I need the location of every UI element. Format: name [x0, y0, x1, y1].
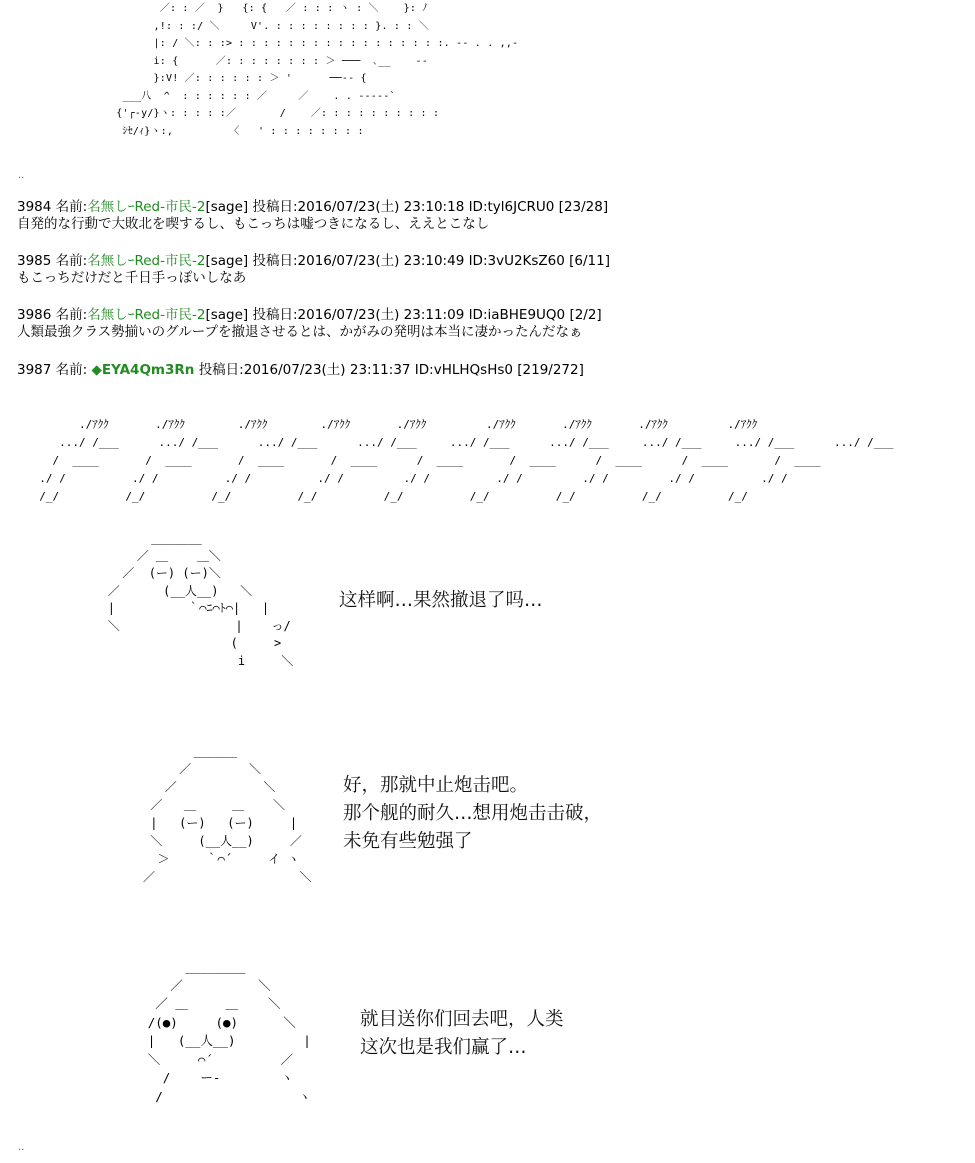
post-3985	[17, 253, 610, 287]
mail-field: [sage]	[205, 199, 249, 215]
post-3987	[17, 362, 584, 379]
post-body: もこっちだけだと千日手っぽいしなあ	[17, 270, 247, 286]
post-header	[17, 253, 610, 270]
separator-dots: ..	[18, 1142, 25, 1153]
poster-name[interactable]: 名無しｰRed-市民-2	[87, 253, 206, 269]
name-label: 名前:	[55, 307, 88, 323]
post-number: 3984	[17, 199, 52, 215]
mail-field: [sage]	[205, 307, 249, 323]
post-3984	[17, 199, 608, 233]
post-body: 人類最強クラス勢揃いのグループを撤退させるとは、かがみの発明は本当に凄かったんだなぁ	[17, 324, 583, 340]
post-date: 投稿日:2016/07/23(土) 23:10:18 ID:tyl6JCRU0 [23/28]	[252, 199, 609, 215]
speech-text-3: 就目送你们回去吧，人类 这次也是我们赢了…	[360, 1009, 564, 1058]
speech-text-1: 这样啊…果然撤退了吗…	[339, 590, 543, 611]
post-date: 投稿日:2016/07/23(土) 23:11:37 ID:vHLHQsHs0 [219/272]	[198, 362, 584, 378]
top-ascii-art: ／: : ／ } {: { ／ : : : ヽ : ＼ }: ﾉ ,!: : :/ ＼ V'. : : : : : : : : }. : : ＼ |: / ＼: : :> : : : : : : : : : : : : : : : : :. -‐ . . ,,- i: { ／: : : : : : : : ＞ ─── ､__ ‐- }:V! ／: : : : : : ＞ ' ──‐- { ___八 ^ : : : : : : ／ ／ . . -----` {'┌‐y/}ヽ: : : : :／ / ／: : : : : : : : : : ｼｾ/ｨ}ヽ:, 〈 ' : : : : : : : :	[116, 3, 519, 137]
poster-trip-name[interactable]: ◆EYA4Qm3Rn	[91, 362, 195, 378]
character-ascii-art-2: ______ ／ ＼ ／ ＼ ／ ＿ ＿ ＼ | (ー) (ー) | ＼ (__人__) ／ ＞ ｀⌒´ イ ヽ ／ ＼	[143, 744, 312, 884]
character-ascii-art-3: ________ ／ ＼ ／ ＿ ＿ ＼ /(●) (●) ＼ | (__人__) | ＼ ⌒´ ／ / ー- ヽ / ヽ	[147, 959, 311, 1104]
separator-dots: ..	[18, 170, 25, 181]
mail-field: [sage]	[205, 253, 249, 269]
post-header	[17, 307, 602, 324]
post-body: 自発的な行動で大敗北を喫するし、もこっちは嘘つきになるし、ええとこなし	[17, 216, 490, 232]
post-number: 3986	[17, 307, 52, 323]
post-number: 3987	[17, 362, 52, 378]
sound-effect-ascii-art: ./ｱｸｸ ./ｱｸｸ ./ｱｸｸ ./ｱｸｸ ./ｱｸｸ ./ｱｸｸ ./ｱｸｸ ./ｱｸｸ ./ｱｸｸ .../ /___ .../ /___ .../ /___ .../ /___ .../ /___ .../ /___ .../ /___ .../ /___ .../ /___ / ____ / ____ / ____ / ____ / ____ / ____ / ____ / ____ / ____ ./ / ./ / ./ / ./ / ./ / ./ / ./ / ./ / ./ / /_/ /_/ /_/ /_/ /_/ /_/ /_/ /_/ /_/	[39, 418, 894, 503]
name-label: 名前:	[55, 199, 88, 215]
post-date: 投稿日:2016/07/23(土) 23:11:09 ID:iaBHE9UQ0 [2/2]	[252, 307, 602, 323]
name-label: 名前:	[55, 253, 88, 269]
speech-text-2: 好，那就中止炮击吧。 那个舰的耐久…想用炮击击破， 未免有些勉强了	[343, 775, 603, 852]
post-number: 3985	[17, 253, 52, 269]
poster-name[interactable]: 名無しｰRed-市民-2	[87, 307, 206, 323]
post-header	[17, 362, 584, 379]
post-3986	[17, 307, 602, 341]
name-label: 名前:	[55, 362, 88, 378]
post-date: 投稿日:2016/07/23(土) 23:10:49 ID:3vU2KsZ60 [6/11]	[252, 253, 611, 269]
post-header	[17, 199, 608, 216]
character-ascii-art-1: _______ ／ ＿ ＿＼ ／ (ー) (ー)＼ ／ (__人__) ＼ | ｀⌒ﾆ⌒ﾄ⌒| | ＼ | っ/ ( > i ＼	[107, 531, 294, 668]
poster-name[interactable]: 名無しｰRed-市民-2	[87, 199, 206, 215]
